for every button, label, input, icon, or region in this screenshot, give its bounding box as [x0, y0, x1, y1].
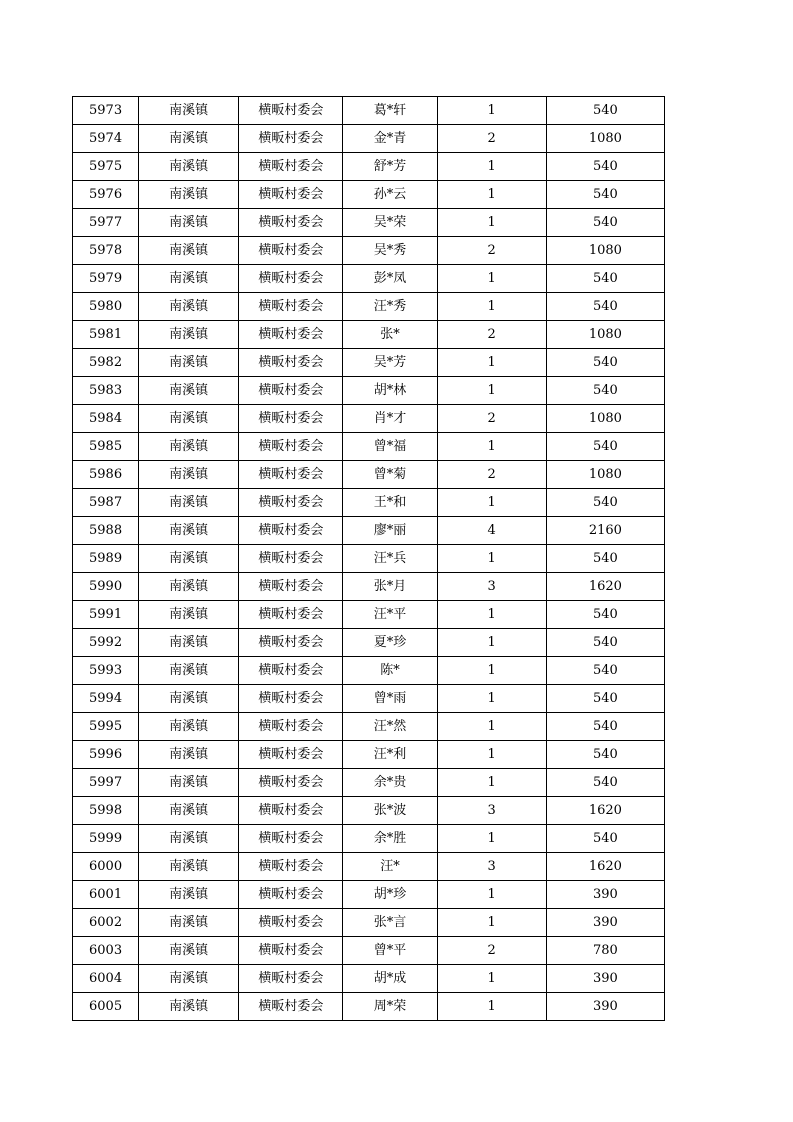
person-name-cell: 汪*兵 [343, 545, 437, 573]
serial-number-cell: 5998 [73, 797, 139, 825]
amount-cell: 540 [546, 293, 664, 321]
town-cell: 南溪镇 [139, 517, 239, 545]
village-committee-cell: 横畈村委会 [239, 349, 343, 377]
village-committee-cell: 横畈村委会 [239, 153, 343, 181]
person-name-cell: 陈* [343, 657, 437, 685]
serial-number-cell: 5989 [73, 545, 139, 573]
table-row [73, 125, 665, 153]
village-committee-cell: 横畈村委会 [239, 629, 343, 657]
town-cell: 南溪镇 [139, 237, 239, 265]
person-name-cell: 胡*成 [343, 965, 437, 993]
household-count-cell: 1 [437, 293, 546, 321]
person-name-cell: 张*波 [343, 797, 437, 825]
household-count-cell: 2 [437, 461, 546, 489]
amount-cell: 540 [546, 181, 664, 209]
village-committee-cell: 横畈村委会 [239, 657, 343, 685]
village-committee-cell: 横畈村委会 [239, 405, 343, 433]
person-name-cell: 孙*云 [343, 181, 437, 209]
amount-cell: 1080 [546, 237, 664, 265]
table-row [73, 657, 665, 685]
table-row [73, 769, 665, 797]
household-count-cell: 1 [437, 881, 546, 909]
household-count-cell: 2 [437, 237, 546, 265]
table-row [73, 433, 665, 461]
village-committee-cell: 横畈村委会 [239, 97, 343, 125]
serial-number-cell: 6001 [73, 881, 139, 909]
serial-number-cell: 5996 [73, 741, 139, 769]
person-name-cell: 汪*平 [343, 601, 437, 629]
amount-cell: 390 [546, 881, 664, 909]
household-count-cell: 1 [437, 97, 546, 125]
serial-number-cell: 5980 [73, 293, 139, 321]
town-cell: 南溪镇 [139, 741, 239, 769]
household-count-cell: 1 [437, 153, 546, 181]
household-count-cell: 1 [437, 713, 546, 741]
table-row [73, 713, 665, 741]
amount-cell: 1620 [546, 573, 664, 601]
town-cell: 南溪镇 [139, 853, 239, 881]
table-row [73, 741, 665, 769]
table-row [73, 153, 665, 181]
town-cell: 南溪镇 [139, 293, 239, 321]
person-name-cell: 吴*秀 [343, 237, 437, 265]
person-name-cell: 胡*林 [343, 377, 437, 405]
serial-number-cell: 6002 [73, 909, 139, 937]
table-row [73, 573, 665, 601]
town-cell: 南溪镇 [139, 881, 239, 909]
village-committee-cell: 横畈村委会 [239, 209, 343, 237]
amount-cell: 540 [546, 713, 664, 741]
town-cell: 南溪镇 [139, 153, 239, 181]
household-count-cell: 1 [437, 209, 546, 237]
town-cell: 南溪镇 [139, 573, 239, 601]
serial-number-cell: 5981 [73, 321, 139, 349]
amount-cell: 1080 [546, 321, 664, 349]
village-committee-cell: 横畈村委会 [239, 993, 343, 1021]
table-row [73, 237, 665, 265]
town-cell: 南溪镇 [139, 489, 239, 517]
person-name-cell: 汪*秀 [343, 293, 437, 321]
serial-number-cell: 5983 [73, 377, 139, 405]
household-count-cell: 1 [437, 629, 546, 657]
household-count-cell: 1 [437, 601, 546, 629]
person-name-cell: 汪* [343, 853, 437, 881]
amount-cell: 540 [546, 97, 664, 125]
serial-number-cell: 5997 [73, 769, 139, 797]
serial-number-cell: 5986 [73, 461, 139, 489]
household-count-cell: 1 [437, 265, 546, 293]
person-name-cell: 胡*珍 [343, 881, 437, 909]
serial-number-cell: 6003 [73, 937, 139, 965]
household-count-cell: 2 [437, 937, 546, 965]
amount-cell: 390 [546, 993, 664, 1021]
household-count-cell: 1 [437, 181, 546, 209]
table-row [73, 937, 665, 965]
amount-cell: 540 [546, 433, 664, 461]
town-cell: 南溪镇 [139, 629, 239, 657]
person-name-cell: 曾*菊 [343, 461, 437, 489]
village-committee-cell: 横畈村委会 [239, 853, 343, 881]
household-count-cell: 1 [437, 489, 546, 517]
serial-number-cell: 5982 [73, 349, 139, 377]
town-cell: 南溪镇 [139, 321, 239, 349]
amount-cell: 540 [546, 377, 664, 405]
town-cell: 南溪镇 [139, 657, 239, 685]
serial-number-cell: 5973 [73, 97, 139, 125]
table-row [73, 685, 665, 713]
serial-number-cell: 5995 [73, 713, 139, 741]
village-committee-cell: 横畈村委会 [239, 181, 343, 209]
serial-number-cell: 5994 [73, 685, 139, 713]
amount-cell: 1080 [546, 405, 664, 433]
town-cell: 南溪镇 [139, 97, 239, 125]
household-count-cell: 1 [437, 909, 546, 937]
town-cell: 南溪镇 [139, 713, 239, 741]
serial-number-cell: 5993 [73, 657, 139, 685]
town-cell: 南溪镇 [139, 433, 239, 461]
town-cell: 南溪镇 [139, 993, 239, 1021]
person-name-cell: 汪*利 [343, 741, 437, 769]
serial-number-cell: 6004 [73, 965, 139, 993]
amount-cell: 780 [546, 937, 664, 965]
table-row [73, 181, 665, 209]
person-name-cell: 汪*然 [343, 713, 437, 741]
town-cell: 南溪镇 [139, 405, 239, 433]
village-committee-cell: 横畈村委会 [239, 797, 343, 825]
person-name-cell: 张* [343, 321, 437, 349]
town-cell: 南溪镇 [139, 685, 239, 713]
amount-cell: 1080 [546, 125, 664, 153]
table-row [73, 97, 665, 125]
village-committee-cell: 横畈村委会 [239, 293, 343, 321]
table-row [73, 489, 665, 517]
town-cell: 南溪镇 [139, 461, 239, 489]
person-name-cell: 王*和 [343, 489, 437, 517]
person-name-cell: 金*青 [343, 125, 437, 153]
table-row [73, 545, 665, 573]
amount-cell: 540 [546, 741, 664, 769]
person-name-cell: 余*胜 [343, 825, 437, 853]
amount-cell: 540 [546, 545, 664, 573]
serial-number-cell: 5992 [73, 629, 139, 657]
person-name-cell: 舒*芳 [343, 153, 437, 181]
village-committee-cell: 横畈村委会 [239, 601, 343, 629]
town-cell: 南溪镇 [139, 909, 239, 937]
household-count-cell: 3 [437, 797, 546, 825]
amount-cell: 1080 [546, 461, 664, 489]
village-committee-cell: 横畈村委会 [239, 573, 343, 601]
person-name-cell: 夏*珍 [343, 629, 437, 657]
village-committee-cell: 横畈村委会 [239, 937, 343, 965]
household-count-cell: 3 [437, 853, 546, 881]
amount-cell: 390 [546, 909, 664, 937]
amount-cell: 540 [546, 489, 664, 517]
village-committee-cell: 横畈村委会 [239, 321, 343, 349]
village-committee-cell: 横畈村委会 [239, 685, 343, 713]
serial-number-cell: 5975 [73, 153, 139, 181]
town-cell: 南溪镇 [139, 601, 239, 629]
household-count-cell: 1 [437, 965, 546, 993]
person-name-cell: 张*月 [343, 573, 437, 601]
table-row [73, 377, 665, 405]
serial-number-cell: 5978 [73, 237, 139, 265]
roster-table [72, 96, 665, 1021]
village-committee-cell: 横畈村委会 [239, 741, 343, 769]
serial-number-cell: 5999 [73, 825, 139, 853]
table-row [73, 881, 665, 909]
person-name-cell: 吴*荣 [343, 209, 437, 237]
person-name-cell: 曾*雨 [343, 685, 437, 713]
household-count-cell: 1 [437, 825, 546, 853]
village-committee-cell: 横畈村委会 [239, 433, 343, 461]
amount-cell: 540 [546, 769, 664, 797]
town-cell: 南溪镇 [139, 937, 239, 965]
amount-cell: 540 [546, 685, 664, 713]
household-count-cell: 1 [437, 349, 546, 377]
town-cell: 南溪镇 [139, 769, 239, 797]
village-committee-cell: 横畈村委会 [239, 825, 343, 853]
serial-number-cell: 5984 [73, 405, 139, 433]
table-row [73, 517, 665, 545]
table-row [73, 797, 665, 825]
amount-cell: 540 [546, 265, 664, 293]
household-count-cell: 2 [437, 321, 546, 349]
person-name-cell: 肖*才 [343, 405, 437, 433]
village-committee-cell: 横畈村委会 [239, 461, 343, 489]
amount-cell: 2160 [546, 517, 664, 545]
serial-number-cell: 5988 [73, 517, 139, 545]
town-cell: 南溪镇 [139, 377, 239, 405]
serial-number-cell: 5979 [73, 265, 139, 293]
household-count-cell: 2 [437, 405, 546, 433]
village-committee-cell: 横畈村委会 [239, 377, 343, 405]
amount-cell: 1620 [546, 797, 664, 825]
household-count-cell: 1 [437, 433, 546, 461]
town-cell: 南溪镇 [139, 825, 239, 853]
amount-cell: 540 [546, 349, 664, 377]
serial-number-cell: 5990 [73, 573, 139, 601]
table-row [73, 321, 665, 349]
amount-cell: 1620 [546, 853, 664, 881]
table-row [73, 293, 665, 321]
table-row [73, 965, 665, 993]
person-name-cell: 彭*凤 [343, 265, 437, 293]
table-row [73, 909, 665, 937]
table-row [73, 601, 665, 629]
household-count-cell: 1 [437, 741, 546, 769]
town-cell: 南溪镇 [139, 349, 239, 377]
amount-cell: 540 [546, 629, 664, 657]
village-committee-cell: 横畈村委会 [239, 881, 343, 909]
household-count-cell: 1 [437, 377, 546, 405]
person-name-cell: 吴*芳 [343, 349, 437, 377]
serial-number-cell: 6005 [73, 993, 139, 1021]
household-count-cell: 4 [437, 517, 546, 545]
town-cell: 南溪镇 [139, 181, 239, 209]
village-committee-cell: 横畈村委会 [239, 545, 343, 573]
table-row [73, 209, 665, 237]
person-name-cell: 曾*福 [343, 433, 437, 461]
village-committee-cell: 横畈村委会 [239, 125, 343, 153]
serial-number-cell: 5991 [73, 601, 139, 629]
person-name-cell: 葛*轩 [343, 97, 437, 125]
village-committee-cell: 横畈村委会 [239, 237, 343, 265]
person-name-cell: 余*贵 [343, 769, 437, 797]
table-row [73, 461, 665, 489]
household-count-cell: 1 [437, 545, 546, 573]
serial-number-cell: 5985 [73, 433, 139, 461]
household-count-cell: 1 [437, 685, 546, 713]
table-row [73, 405, 665, 433]
town-cell: 南溪镇 [139, 965, 239, 993]
amount-cell: 390 [546, 965, 664, 993]
amount-cell: 540 [546, 657, 664, 685]
village-committee-cell: 横畈村委会 [239, 965, 343, 993]
household-count-cell: 1 [437, 993, 546, 1021]
table-row [73, 265, 665, 293]
village-committee-cell: 横畈村委会 [239, 517, 343, 545]
serial-number-cell: 5977 [73, 209, 139, 237]
village-committee-cell: 横畈村委会 [239, 713, 343, 741]
table-row [73, 349, 665, 377]
table-row [73, 629, 665, 657]
table-row [73, 993, 665, 1021]
village-committee-cell: 横畈村委会 [239, 489, 343, 517]
household-count-cell: 1 [437, 657, 546, 685]
household-count-cell: 1 [437, 769, 546, 797]
person-name-cell: 廖*丽 [343, 517, 437, 545]
roster-table-body [73, 97, 665, 1021]
table-row [73, 825, 665, 853]
serial-number-cell: 5976 [73, 181, 139, 209]
serial-number-cell: 5987 [73, 489, 139, 517]
amount-cell: 540 [546, 153, 664, 181]
household-count-cell: 2 [437, 125, 546, 153]
table-row [73, 853, 665, 881]
person-name-cell: 周*荣 [343, 993, 437, 1021]
amount-cell: 540 [546, 209, 664, 237]
town-cell: 南溪镇 [139, 125, 239, 153]
person-name-cell: 曾*平 [343, 937, 437, 965]
town-cell: 南溪镇 [139, 209, 239, 237]
person-name-cell: 张*言 [343, 909, 437, 937]
serial-number-cell: 6000 [73, 853, 139, 881]
town-cell: 南溪镇 [139, 545, 239, 573]
amount-cell: 540 [546, 825, 664, 853]
serial-number-cell: 5974 [73, 125, 139, 153]
amount-cell: 540 [546, 601, 664, 629]
village-committee-cell: 横畈村委会 [239, 909, 343, 937]
village-committee-cell: 横畈村委会 [239, 265, 343, 293]
village-committee-cell: 横畈村委会 [239, 769, 343, 797]
town-cell: 南溪镇 [139, 797, 239, 825]
town-cell: 南溪镇 [139, 265, 239, 293]
household-count-cell: 3 [437, 573, 546, 601]
